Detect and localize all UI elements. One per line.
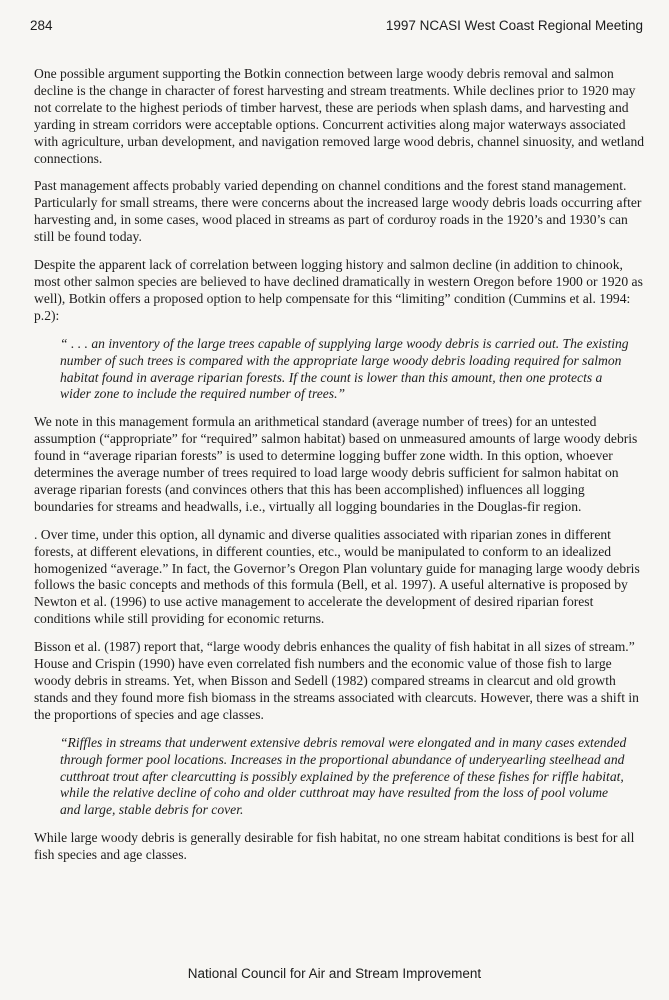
paragraph: While large woody debris is generally desirable for fish habitat, no one stream habitat conditions is best for all fish species and age classes.: [34, 830, 635, 863]
paragraph: Past management affects probably varied depending on channel conditions and the forest stand management. Particularly for small streams, there were concerns about the increased large woody debris loads occurring after harvesting and, in some cases, wood placed in streams as part of corduroy roads in the 1920’s and 1930’s can still be found today.: [34, 178, 642, 245]
paragraph: Despite the apparent lack of correlation between logging history and salmon decline (in addition to chinook, most other salmon species are believed to have declined dramatically in western Oregon before 1900 or 1920 as well), Botkin offers a proposed option to help compensate for this “limiting” condition (Cummins et al. 1994: p.2):: [34, 257, 643, 323]
block-quote: “Riffles in streams that underwent extensive debris removal were elongated and in many cases extended through former pool locations. Increases in the proportional abundance of underyearling steelhead and cutthroat trout after clearcutting is possibly explained by the preference of these fishes for riffle habitat, while the relative decline of coho and older cutthroat may have resulted from the loss of pool volume and large, stable debris for cover.: [60, 734, 627, 818]
body-text: [34, 66, 645, 875]
page-footer: National Council for Air and Stream Improvement: [187, 966, 482, 981]
running-head: 1997 NCASI West Coast Regional Meeting: [385, 18, 643, 33]
block-quote: “ . . . an inventory of the large trees capable of supplying large woody debris is carried out. The existing number of such trees is compared with the appropriate large woody debris loading required for salmon habitat found in average riparian forests. If the count is lower than this amount, then one protects a wider zone to include the required number of trees.”: [60, 335, 629, 402]
paragraph: . Over time, under this option, all dynamic and diverse qualities associated with riparian zones in different forests, at different elevations, in different counties, etc., would be manipulated to conform to an idealized homogenized “average.” In fact, the Governor’s Oregon Plan voluntary guide for managing large woody debris follows the basic concepts and methods of this formula (Bell, et al. 1997). A useful alternative is proposed by Newton et al. (1996) to use active management to accelerate the development of desired riparian forest conditions while still providing for economic returns.: [34, 526, 640, 627]
paragraph: We note in this management formula an arithmetical standard (average number of trees) for an untested assumption (“appropriate” for “required” salmon habitat) based on unmeasured amounts of large woody debris found in “average riparian forests” is used to determine logging buffer zone width. In this option, whoever determines the average number of trees required to load large woody debris sufficient for salmon habitat on average riparian forests (and convinces others that this has been accomplished) influences all logging boundaries for streams and headwalls, i.e., virtually all logging boundaries in the Douglas-fir region.: [34, 414, 638, 514]
paragraph: One possible argument supporting the Botkin connection between large woody debris removal and salmon decline is the change in character of forest harvesting and stream treatments. While declines prior to 1920 may not correlate to the highest periods of timber harvest, these are periods when splash dams, and harvesting and yarding in stream corridors were acceptable options. Concurrent activities along major waterways associated with agriculture, urban development, and navigation removed large wood debris, channel sinuosity, and wetland connections.: [34, 66, 645, 166]
page-number: 284: [30, 18, 53, 33]
paragraph: Bisson et al. (1987) report that, “large woody debris enhances the quality of fish habitat in all sizes of stream.” House and Crispin (1990) have even correlated fish numbers and the economic value of those fish to large woody debris in streams. Yet, when Bisson and Sedell (1982) compared streams in clearcut and old growth stands and they found more fish biomass in the streams associated with clearcuts. However, there was a shift in the proportions of species and age classes.: [34, 639, 639, 722]
